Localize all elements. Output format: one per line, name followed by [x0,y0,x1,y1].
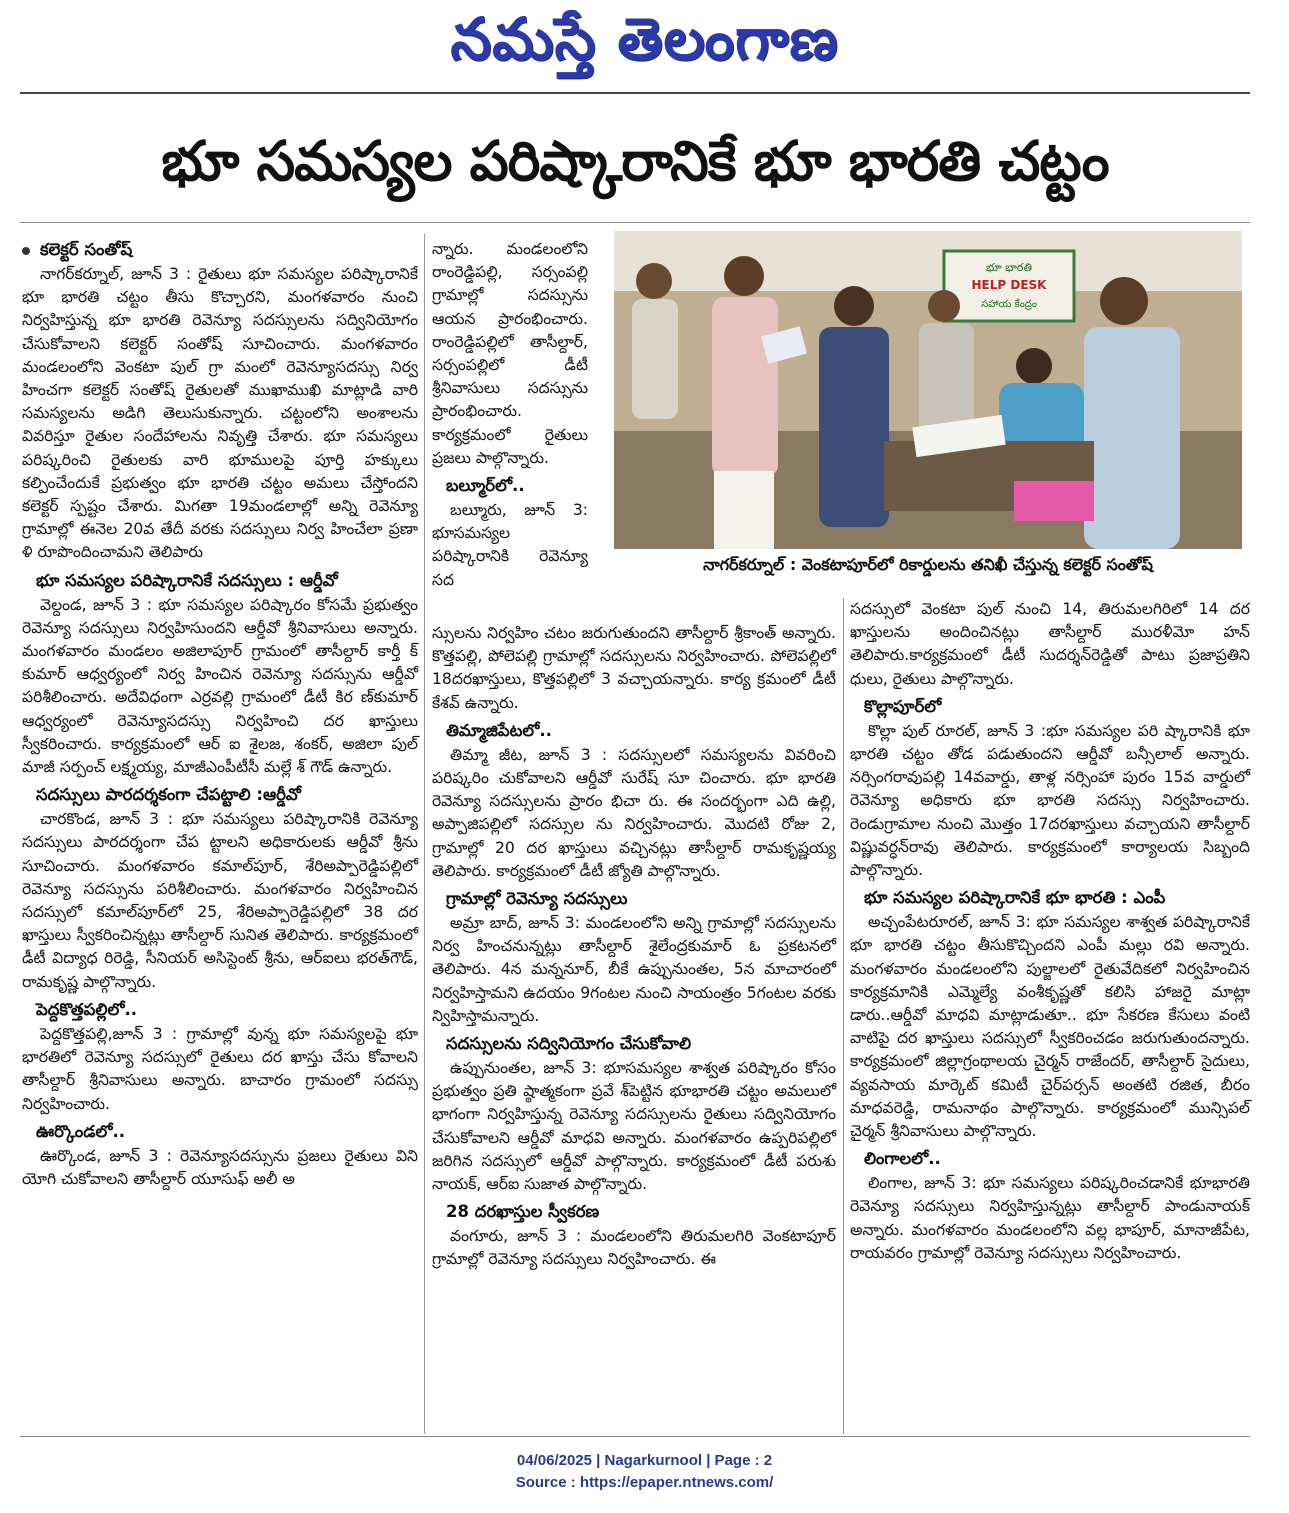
article-column-2-top [432,238,588,592]
news-photo [614,231,1242,549]
column-divider [424,234,425,1434]
article-column-3 [850,598,1250,1265]
masthead-divider [20,92,1250,94]
subheading: 28 దరఖాస్తుల స్వీకరణ [446,1202,600,1222]
paragraph: వంగూరు, జూన్ 3 : మండలంలోని తిరుమలగిరి వెంకటాపూర్ గ్రామాల్లో రెవెన్యూ సదస్సులు నిర్వహించారు. ఈ [432,1227,836,1269]
paragraph: ఊర్కొండ, జూన్ 3 : రెవెన్యూసదస్సును ప్రజలు రైతులు విని యోగి చుకోవాలని తాసీల్దార్ యూసుఫ్ అలీ అ [22,1146,418,1188]
bottom-divider [20,1436,1250,1437]
paragraph: ఉప్పునుంతల, జూన్ 3: భూసమస్యల శాశ్వత పరిష్కారం కోసం ప్రభుత్వం ప్రతి ష్ఠాత్మకంగా ప్రవే శ్‌పెట్టిన భూభారతి చట్టం అమలులో భాగంగా నిర్వహిస్తున్న రెవెన్యూ సదస్సులను రైతులు సద్వినియోగం చేసుకోవాలని ఆర్డీవో మాధవి అన్నారు. మంగళవారం ఉప్పరిపల్లిలో జరిగిన సదస్సులో ఆర్డీవో పాల్గొన్నారు. కార్యక్రమంలో డీటీ పరుశు నాయక్, ఆర్ఐ సుజాత పాల్గొన్నారు. [432,1059,836,1194]
paragraph: తిమ్మా జీట, జూన్ 3 : సదస్సులలో సమస్యలను వివరించి పరిష్కరిం చుకోవాలని ఆర్డీవో సురేష్ సూ చించారు. భూ భారతి రెవెన్యూ సదస్సులను ప్రారం భిచా రు. ఈ సందర్భంగా ఎది ఉల్లి, అప్పాజిపల్లిలో సదస్సుల ను నిర్వహించారు. మొదటి రోజు 2, గ్రామాల్లో 20 దర ఖాస్తులు వచ్చినట్లు తాసీల్దార్ రామకృష్ణయ్య తెలిపారు. కార్యక్రమంలో డీటీ జ్యోతి పాల్గొన్నారు. [432,745,836,880]
newspaper-masthead: నమస్తే తెలంగాణ [450,5,839,73]
subheading: గ్రామాల్లో రెవెన్యూ సదస్సులు [446,889,628,909]
article-column-1 [22,238,418,1191]
subheading: బల్మూర్‌లో.. [446,476,525,496]
subheading: పెద్దకొత్తపల్లిలో.. [36,999,138,1019]
paragraph: అమ్రా బాద్, జూన్ 3: మండలంలోని అన్ని గ్రామాల్లో సదస్సులను నిర్వ హించనున్నట్లు తాసీల్దార్ శైలేంద్రకుమార్ ఓ ప్రకటనలో తెలిపారు. 4న మన్ననూర్, బీకే ఉప్పునుంతల, 5న మాచారంలో నిర్వహిస్తామని ఉదయం 9గంటల నుంచి సాయంత్రం 5గంటల వరకు న్విహిస్తామన్నారు. [432,914,836,1025]
banner-line-1: భూ భారతి [985,261,1033,274]
paragraph: లింగాల, జూన్ 3: భూ సమస్యలు పరిష్కరించడానికే భూభారతి రెవెన్యూ సదస్సులు నిర్వహిస్తున్నట్లు తాసీల్దార్ పాండునాయక్ అన్నారు. మంగళవారం మండలంలోని వల్ల భాపూర్, మానాజీపేట, రాయవరం గ్రామాల్లో రెవెన్యూ సదస్సులు నిర్వహించారు. [850,1174,1250,1262]
subheading: ఊర్కొండలో.. [36,1121,125,1141]
paragraph: న్నారు. మండలంలోని రాంరెడ్డిపల్లి, సర్సంపల్లి గ్రామాల్లో సదస్సును ఆయన ప్రారంభించారు. రాంరెడ్డిపల్లిలో తాసీల్దార్, సర్సంపల్లిలో డీటీ శ్రీనివాసులు సదస్సును ప్రారంభించారు. కార్యక్రమంలో రైతులు ప్రజలు పాల్గొన్నారు. [432,240,588,467]
subheading: లింగాలలో.. [864,1149,941,1169]
paragraph: స్సులను నిర్వహిం చటం జరుగుతుందని తాసీల్దార్ శ్రీకాంత్ అన్నారు. కొత్తపల్లి, పోలెపల్లి గ్రామాల్లో సదస్సులను నిర్వహించారు. పోలెపల్లిలో 18దరఖాస్తులు, కొత్తపల్లిలో 3 వచ్చాయన్నారు. కార్య క్రమంలో డీటీ కేశవ్ ఉన్నారు. [432,624,836,712]
subheading: తిమ్మాజిపేటలో.. [446,720,552,740]
photo-illustration [614,231,1242,549]
subheading: సదస్సులను సద్వినియోగం చేసుకోవాలి [446,1034,692,1054]
subheading: భూ సమస్యల పరిష్కారానికే భూ భారతి : ఎంపీ [864,888,1166,908]
paragraph: వెల్దండ, జూన్ 3 : భూ సమస్యల పరిష్కారం కోసమే ప్రభుత్వం రెవెన్యూ సదస్సులు నిర్వహిసుందని ఆర్డీవో శ్రీనివాసులు అన్నారు. మంగళవారం మండలం అజిలాపూర్ గ్రామంలో తాసీల్దార్ కార్తీ క్ కుమార్ ఆధ్వర్యంలో నిర్వ హించిన రెవెన్యూ సదస్సును ఆర్డీవో పరిశీలించారు. అదేవిధంగా ఎర్రవల్లి గ్రామంలో డీటీ కిర ణ్‌కుమార్ ఆధ్వర్యంలో రెవెన్యూసదస్సు నిర్వహించి దర ఖాస్తులు స్వీకరించారు. కార్యక్రమంలో ఆర్ ఐ శైలజ, శంకర్, అజిలా పుల్ మాజీ సర్పంచ్ లక్ష్మయ్య, మాజీఎంపీటీసీ మల్లే శ్ గౌడ్ ఉన్నారు. [22,595,418,777]
byline [22,238,418,261]
column-divider [843,598,844,1434]
paragraph: సదస్సులో వెంకటా పుల్ నుంచి 14, తిరుమలగిరిలో 14 దర ఖాస్తులను అందించినట్లు తాసీల్దార్ మురళీమో హన్ తెలిపారు.కార్యక్రమంలో డీటీ సుదర్శన్‌రెడ్డితో పాటు ప్రజాప్రతిని ధులు, రైతులు పాల్గొన్నారు. [850,600,1250,688]
subheading: సదస్సులు పారదర్శకంగా చేపట్టాలి :ఆర్డీవో [36,785,301,805]
paragraph: నాగర్‌కర్నూల్, జూన్ 3 : రైతులు భూ సమస్యల పరిష్కారానికే భూ భారతి చట్టం తీసు కొచ్చారని, మంగళవారం నుంచి నిర్వహిస్తున్న భూ భారతి రెవెన్యూ సదస్సులను సద్వినియోగం చేసుకోవాలని కలెక్టర్ సంతోష్ సూచించారు. మంగళవారం మండలంలోని వెంకటా పుల్ గ్రా మంలో రెవెన్యూసదస్సు నిర్వ హించగా కలెక్టర్ సంతోష్ రైతులతో ముఖాముఖి మాట్లాడి వారి సమస్యలను అడిగి తెలుసుకున్నారు. చట్టంలోని అంశాలను వివరిస్తూ రైతుల సందేహాలను నివృత్తి చేశారు. భూ సమస్యలు పరిష్కరించి రైతులకు వారి భూములపై పూర్తి హక్కులు కల్పించేందుకే ప్రభుత్వం భూ భారతి చట్టం అమలు చేస్తోందని కలెక్టర్ స్పష్టం చేశారు. మిగతా 19మండలాల్లో అన్ని రెవెన్యూ గ్రామాల్లో ఈనెల 20వ తేదీ వరకు సదస్సులు నిర్వ హించేలా ప్రణా ళి రూపొందించామని తెలిపారు [22,265,418,562]
page-headline: భూ సమస్యల పరిష్కారానికే భూ భారతి చట్టం [161,129,1109,193]
banner-line-2: HELP DESK [971,278,1047,292]
byline-text: కలెక్టర్ సంతోష్ [40,240,133,259]
headline-divider [20,222,1250,223]
paragraph: బల్మూరు, జూన్ 3: భూసమస్యల పరిష్కారానికి రెవెన్యూ సద [432,501,588,589]
bullet-icon [22,247,30,255]
subheading: కొల్లాపూర్‌లో [864,696,942,716]
footer-date-edition: 04/06/2025 | Nagarkurnool | Page : 2 [516,1452,773,1469]
footer-source: Source : https://epaper.ntnews.com/ [515,1474,774,1491]
banner-line-3: సహాయ కేంద్రం [981,299,1037,310]
paragraph: అచ్చంపేటరూరల్, జూన్ 3: భూ సమస్యల శాశ్వత పరిష్కారానికే భూ భారతి చట్టం తీసుకొచ్చిందని ఎంపీ మల్లు రవి అన్నారు. మంగళవారం మండలంలోని పుల్జాలలో రైతువేదికలో నిర్వహించిన కార్యక్రమానికి ఎమ్మెల్యే వంశీకృష్ణతో కలిసి హాజరై మాట్లా డారు..ఆర్డీవో మాధవి మాట్లాడుతూ.. భూ సేకరణ కేసులు వంటి వాటిపై దర ఖాస్తులు సదస్సులో స్వీకరించడం జరుగుతుందన్నారు. కార్యక్రమంలో జిల్లాగ్రంథాలయ చైర్మన్ రాజేందర్, తాసీల్దార్ సైదులు, వ్యవసాయ మార్కెట్ కమిటీ చైర్‌పర్సన్ అంతటి రజిత, బీరం మాధవరెడ్డి, రామనాథం పాల్గొన్నారు. కార్యక్రమంలో మున్సిపల్ చైర్మన్ శ్రీనివాసులు పాల్గొన్నారు. [850,913,1250,1141]
paragraph: చారకొండ, జూన్ 3 : భూ సమస్యలు పరిష్కారానికి రెవెన్యూ సదస్సులు పారదర్శంగా చేప ట్టాలని అధికారులకు ఆర్డీవో శ్రీను సూచించారు. మంగళవారం కమాల్‌పూర్, శేరిఅప్పారెడ్డిపల్లిలో రెవెన్యూ సదస్సును పరిశీలించారు. మంగళవారం నిర్వహించిన సదస్సులో కమాల్‌పూర్‌లో 25, శేరిఅప్పారెడ్డిపల్లిలో 38 దర ఖాస్తులు స్వీకరించిన్నట్లు తాసీల్దార్ సునిత తెలిపారు. కార్యక్రమంలో డీటీ విద్యాధ రిరెడ్డి, సీనియర్ అసిస్టెంట్ శ్రీను, ఆర్ఐలు భరత్‌గౌడ్, రామకృష్ణ పాల్గొన్నారు. [22,810,418,991]
paragraph: పెద్దకొత్తపల్లి,జూన్ 3 : గ్రామాల్లో వున్న భూ సమస్యలపై భూ భారతిలో రెవెన్యూ సదస్సులో రైతులు దర ఖాస్తు చేసు కోవాలని తాసీల్దార్ శ్రీనివాసులు అన్నారు. బాచారం గ్రామంలో సదస్సు నిర్వహించారు. [22,1024,418,1113]
article-column-2-bottom [432,622,836,1272]
paragraph: కొల్లా పుల్ రూరల్, జూన్ 3 :భూ సమస్యల పరి ష్కారానికి భూ భారతి చట్టం తోడ పడుతుందని ఆర్డీవో బన్సీలాల్ అన్నారు. నర్సింగరావుపల్లి 14వవార్డు, తాళ్ల నర్సింహా పురం 15వ వార్డులో రెవెన్యూ అధికారు భూ భారతి సదస్సు నిర్వహించారు. రెండుగ్రామాల నుంచి మొత్తం 17దరఖాస్తులు వచ్చాయని తాసీల్దార్ విష్ణువర్ధన్‌రావు తెలిపారు. కార్యక్రమంలో కార్యాలయ సిబ్బంది పాల్గొన్నారు. [850,721,1250,880]
photo-caption: నాగర్‌కర్నూల్ : వెంకటాపూర్‌లో రికార్డులను తనిఖీ చేస్తున్న కలెక్టర్ సంతోష్ [703,555,1153,574]
subheading: భూ సమస్యల పరిష్కారానికే సదస్సులు : ఆర్డీవో [36,570,338,590]
